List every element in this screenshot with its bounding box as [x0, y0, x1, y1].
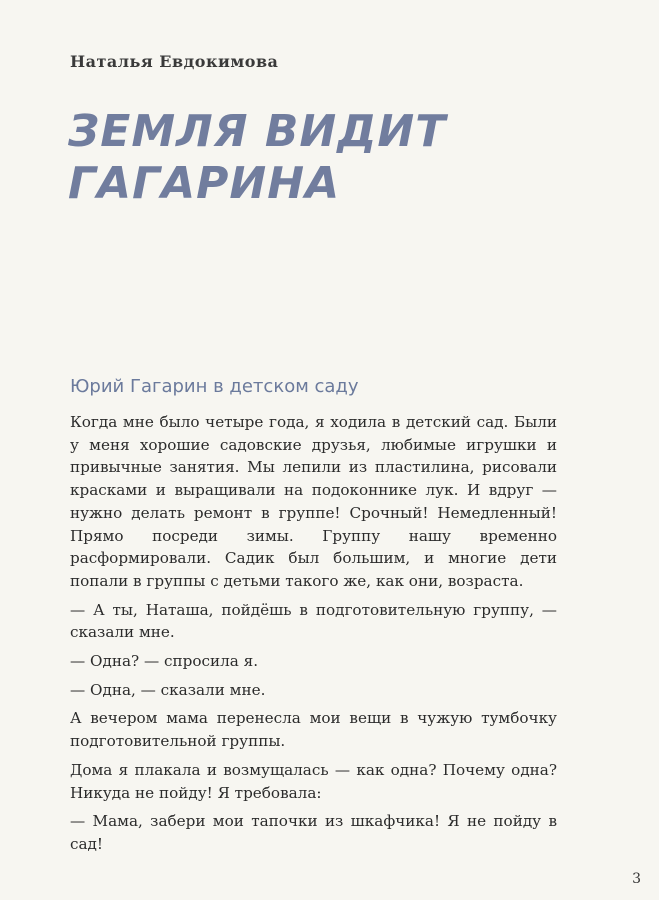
title-line-1: ЗЕМЛЯ ВИДИТ: [68, 106, 447, 157]
paragraph: — А ты, Наташа, пойдёшь в подготовительную группу, — сказали мне.: [70, 600, 557, 642]
author-name: Наталья Евдокимова: [70, 52, 279, 71]
page-number: 3: [632, 871, 641, 887]
body-text: [70, 411, 557, 856]
section-heading: Юрий Гагарин в детском саду: [70, 376, 359, 397]
title-line-2: ГАГАРИНА: [68, 158, 341, 209]
paragraph: — Мама, забери мои тапочки из шкафчика! Я не пойду в сад!: [70, 812, 557, 853]
book-title: [68, 106, 446, 210]
paragraph: — Одна? — спросила я.: [70, 652, 259, 671]
paragraph: — Одна, — сказали мне.: [70, 680, 266, 699]
paragraph: А вечером мама перенесла мои вещи в чужую тумбочку подготовительной группы.: [70, 709, 557, 751]
paragraph: Дома я плакала и возмущалась — как одна? Почему одна? Никуда не пойду! Я требовала:: [70, 760, 557, 802]
paragraph: Когда мне было четыре года, я ходила в детский сад. Были у меня хорошие садовские друзья, любимые игрушки и привычные занятия. Мы лепили из пластилина, рисовали красками и выращивали на подоконнике лук. И вдруг — нужно делать ремонт в группе! Срочный! Немедленный! Прямо посреди зимы. Группу нашу временно расформировали. Садик был большим, и многие дети попали в группы с детьми такого же, как они, возраста.: [70, 413, 557, 590]
